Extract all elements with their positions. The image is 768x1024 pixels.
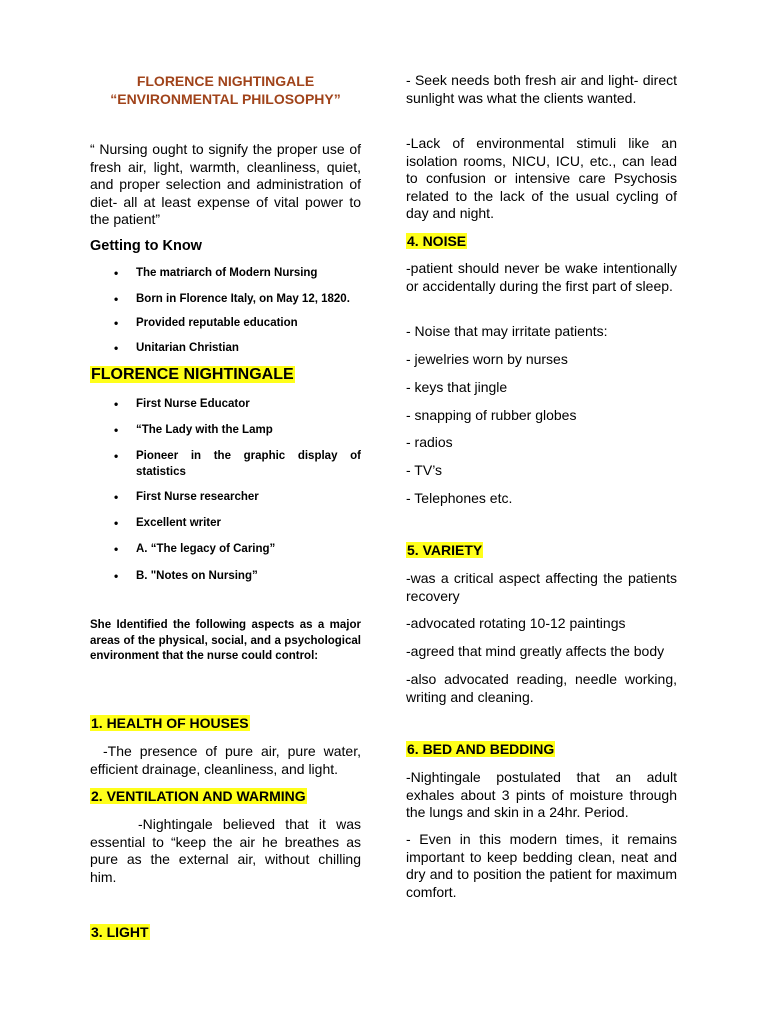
bed-text-1: -Nightingale postulated that an adult exhales about 3 pints of moisture through the lungs and skin in a 24hr. Period. — [406, 769, 677, 820]
fn-bullet: • Excellent writer — [114, 516, 222, 530]
fn-bullet: • A. “The legacy of Caring” — [114, 542, 276, 556]
fn-bullet: • Pioneer in the graphic display of statistics — [114, 449, 361, 478]
getting-to-know-heading: Getting to Know — [90, 238, 202, 254]
fn-bullet: • “The Lady with the Lamp — [114, 423, 273, 437]
noise-item: - radios — [406, 434, 453, 450]
title-line-2: “ENVIRONMENTAL PHILOSOPHY” — [110, 91, 341, 107]
know-bullet: • Born in Florence Italy, on May 12, 1820. — [114, 292, 350, 306]
noise-item: - Noise that may irritate patients: — [406, 323, 608, 339]
variety-text-4: -also advocated reading, needle working, writing and cleaning. — [406, 671, 677, 705]
section-6-heading: 6. BED AND BEDDING — [407, 741, 555, 757]
noise-item: - keys that jingle — [406, 379, 508, 395]
bullet-icon: • — [114, 316, 119, 330]
bullet-icon: • — [114, 542, 119, 556]
noise-item: - TV’s — [406, 462, 443, 478]
know-bullet: • Unitarian Christian — [114, 341, 239, 355]
section-4-heading: 4. NOISE — [407, 233, 467, 249]
variety-text-3: -agreed that mind greatly affects the body — [406, 643, 665, 659]
bullet-icon: • — [114, 569, 119, 583]
fn-heading-row — [90, 366, 361, 384]
section-3-heading: 3. LIGHT — [91, 924, 149, 940]
fn-heading: FLORENCE NIGHTINGALE — [91, 366, 294, 383]
bullet-icon: • — [114, 490, 119, 504]
section-1-heading: 1. HEALTH OF HOUSES — [91, 715, 249, 731]
bullet-icon: • — [114, 516, 119, 530]
section-5-heading-row — [406, 542, 677, 560]
variety-text-2: -advocated rotating 10-12 paintings — [406, 615, 626, 631]
noise-text-1: -patient should never be wake intentionally or accidentally during the first part of sleep. — [406, 260, 677, 294]
noise-item: - Telephones etc. — [406, 490, 513, 506]
section-2-heading: 2. VENTILATION AND WARMING — [91, 788, 306, 804]
section-5-heading: 5. VARIETY — [407, 542, 483, 558]
bullet-icon: • — [114, 266, 119, 280]
section-4-heading-row — [406, 233, 677, 251]
section-1-heading-row — [90, 715, 361, 733]
bullet-icon: • — [114, 423, 119, 437]
know-bullet: • The matriarch of Modern Nursing — [114, 266, 318, 280]
quote-paragraph: “ Nursing ought to signify the proper use of fresh air, light, warmth, cleanliness, quiet, and proper selection and administration of diet- all at least expense of vital power to the patient” — [90, 141, 361, 227]
bullet-icon: • — [114, 341, 119, 355]
section-2-heading-row — [90, 788, 361, 806]
section-2-text: -Nightingale believed that it was essential to “keep the air he breathes as pure as the external air, without chilling him. — [90, 816, 361, 885]
bullet-icon: • — [114, 449, 119, 463]
bullet-icon: • — [114, 397, 119, 411]
noise-item: - jewelries worn by nurses — [406, 351, 568, 367]
bed-text-2: - Even in this modern times, it remains important to keep bedding clean, neat and dry and to position the patient for maximum comfort. — [406, 831, 677, 900]
section-3-heading-row — [90, 924, 361, 942]
fn-bullet: • B. "Notes on Nursing” — [114, 569, 258, 583]
fn-bullet: • First Nurse researcher — [114, 490, 259, 504]
light-text-1: - Seek needs both fresh air and light- direct sunlight was what the clients wanted. — [406, 72, 677, 106]
section-6-heading-row — [406, 741, 677, 759]
know-bullet: • Provided reputable education — [114, 316, 298, 330]
noise-item: - snapping of rubber globes — [406, 407, 577, 423]
aspects-intro: She Identified the following aspects as a major areas of the physical, social, and a psychological environment that the nurse could control: — [90, 619, 361, 662]
section-1-text: -The presence of pure air, pure water, efficient drainage, cleanliness, and light. — [90, 743, 361, 777]
bullet-icon: • — [114, 292, 119, 306]
variety-text-1: -was a critical aspect affecting the patients recovery — [406, 570, 677, 604]
light-text-2: -Lack of environmental stimuli like an isolation rooms, NICU, ICU, etc., can lead to confusion or intensive care Psychosis related to the lack of the usual cycling of day and night. — [406, 135, 677, 221]
title-line-1: FLORENCE NIGHTINGALE — [136, 73, 315, 89]
fn-bullet: • First Nurse Educator — [114, 397, 250, 411]
